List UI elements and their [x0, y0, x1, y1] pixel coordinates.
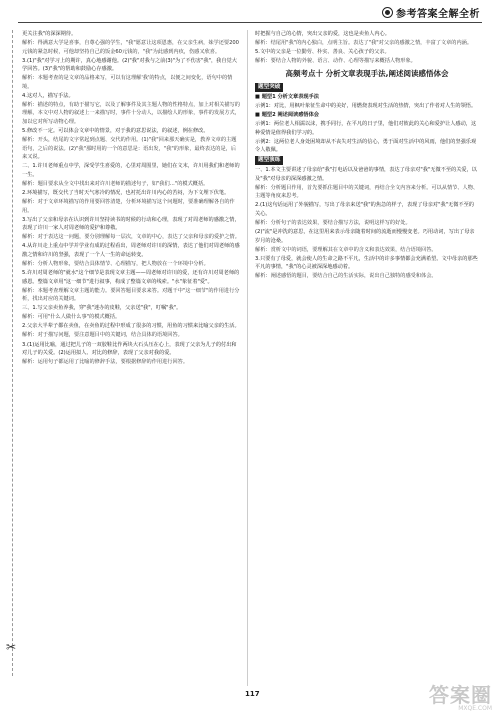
- subsection-badge: 题型突破: [255, 83, 283, 92]
- explanation-paragraph: 解析：题目要求从全文中找出来对许川老师的描述句子，如"我们…"的模式概括。: [22, 180, 209, 187]
- answer-paragraph: 3.(1)"我"对学习上的期许，真心地感谢他。(2)"我"对我与之前(3)"为了不伤害"我"，我自觉大学回答。(3)"我"的帮助和鼓励心存感激。: [22, 57, 237, 73]
- answer-paragraph: 2.父亲大半辈子都在卖鱼，在卖鱼的过程中形成了很多的习惯，用鱼的习惯来比喻父亲的生活。: [22, 323, 240, 330]
- explanation-paragraph: 解析：阐述感悟的题目，要结合自己的生活实际，说出自己独特的感受和体会。: [255, 273, 437, 280]
- explanation-paragraph: 解析：对于表达这一问题，要分别理解每一层次，文章的中心，表达了父亲和母亲的爱护之情。: [22, 234, 240, 241]
- answer-paragraph: 一、1.本文主要讲述了母亲给"我"打电话以及爸爸的事情，表达了母亲对"我"无微不至的关爱，以及"我"对母亲的深深感激之情。: [255, 167, 477, 182]
- question-type-heading: ■ 题型2 阐述阅读感悟体会: [255, 111, 319, 118]
- answer-paragraph: 示例1：对比，用枫叶象征生命中的美好，用燃烧表现对生活的热情，突出了作者对人生的领悟。: [255, 102, 477, 109]
- explanation-paragraph: 解析：得满意大学是喜事，自尊心强的学生，"我"愿意让这项恩惠，在父亲生病，妹学还要200元钱的紧急时候，可他却坚持自己的饭金60元钱的，"我"为此感到内疚，伤感又欣喜。: [22, 40, 239, 55]
- circle-mark-icon: [382, 7, 393, 18]
- explanation-paragraph: 解析：结尾用"我"的内心独白，点明主旨。表达了"我"对父亲的感激之情，丰富了文章的内涵。: [255, 40, 473, 47]
- answer-paragraph: 5.许川对周老师的"就水"这个细节是表现文章主题——周老师对许川的爱，还有许川对周老师的感恩。整篇文章用"这一细节"进行叙事，构成了整篇文章的线索。"水"象征着"爱"。: [22, 270, 240, 285]
- answer-paragraph: 2.环境描写，既交代了当时天气寒冷的情况，也衬托出许川内心的苦闷，为下文埋下伏笔。: [22, 189, 230, 196]
- answer-paragraph: 示例2：这两位老人身处困境却从不丧失对生活的信心，勇于面对生活中的风雨，他们的坚强乐观令人敬佩。: [255, 138, 477, 154]
- cut-line: [12, 30, 13, 676]
- answer-paragraph: 3.只要有了母爱，就会使人的生命之路不平凡，生活中的许多事情都会充满希望。文中母亲的那些平凡的事情，"我"的心灵被深深地感动着。: [255, 255, 478, 271]
- explanation-paragraph: 解析：对于描写问题，要注意题目中的关键词，结合具体的语境回答。: [22, 332, 183, 339]
- right-column: [255, 30, 479, 686]
- scissors-icon: ✂: [6, 640, 17, 654]
- explanation-paragraph: 解析：对于文章环境描写的作用要回答清楚，分析环境描写这个问题时，要准确理解各自的作用。: [22, 199, 235, 214]
- explanation-paragraph: 解析：分析人物形象，要结合具体情节、心理描写，把人物放在一个环境中分析。: [22, 260, 209, 267]
- explanation-paragraph: 解析：赏析文中的词语，要理解其在文章中的含义和表达效果，结合语境回答。: [255, 246, 437, 253]
- answer-paragraph: 三、1.写父亲卖鱼养我，穿"我"迷办的皮鞋，父亲送"我"，叮嘱"我"。: [22, 305, 182, 312]
- explanation-paragraph: 解析：本题考查的是文章的品格来写，可以有这理解'我'的特点，以便之间变化，语句中的情境。: [22, 75, 233, 90]
- answer-paragraph: 5.文中的父亲是一位勤劳、朴实、善良、关心孩子的父亲。: [255, 49, 390, 56]
- explanation-paragraph: 解析：分析题目作用，首先要抓住题目中的关键词，再结合全文内容来分析。可以从情节、人物、主题等角度来思考。: [255, 184, 479, 200]
- answer-paragraph: 4.从许川走上重点中学并学业有成的过程看出，周老师对许川的深情，表达了他们对周老师的感激之情和许川的坚强，表现了一个人一生的命运转变。: [22, 243, 240, 258]
- question-type-heading: ■ 题型1 分析文章表现手法: [255, 93, 319, 100]
- answer-paragraph: 2.(1)这句话运用了外貌描写，写出了母亲来送"我"的焦急的样子，表现了母亲对"我"无微不至的关心。: [255, 202, 474, 217]
- explanation-paragraph: 解析：分析句子的表达效果，要结合描写方法，说明这样写的好处。: [255, 220, 411, 227]
- section-title: 高频考点十 分析文章表现手法,阐述阅读感悟体会: [285, 68, 449, 78]
- explanation-paragraph: 解析：要结合人物的外貌、语言、动作、心理等描写来概括人物形象。: [255, 58, 416, 65]
- answer-paragraph: 3.写出了父亲和母亲在认识到许川坚持读书的时候的行动和心理，表现了对周老师的感激之情，表现了许川一家人对周老师的爱护和尊敬。: [22, 216, 240, 232]
- column-divider: [247, 30, 248, 686]
- explanation-paragraph: 解析：可用"什么人做什么事"的模式概括。: [22, 314, 121, 321]
- answer-paragraph: (2)"流"是冲洗的意思，在这里用来表示母亲随着时间的流逝而慢慢变老。巧用动词，写出了母亲岁月的沧桑。: [255, 229, 475, 244]
- answer-paragraph: 4.这对人，描写手法。: [22, 92, 74, 99]
- explanation-paragraph: 解析：本题考查理解文章主题的能力。要回答题目要求来答。对题干中"这一细节"的作用进行分析，找出对应的关键词。: [22, 287, 240, 303]
- explanation-paragraph: 解析：描述的特点，有助于描写它，以及了解事件及其主题人物的性格特点，加上对相关描写的理解，本文中对人物的叙述上一来描写时，事件十分动人，以描绘人的形象，事件的发展方式，加以它对所写动物心理。: [22, 101, 240, 125]
- left-column: [22, 30, 240, 686]
- answer-paragraph: 二、1.许川老师重点中学，深受学生喜爱的，心里对周围里，她们在文末，许川用我们和老师的一生。: [22, 163, 240, 178]
- watermark-text: 答案圈: [429, 683, 492, 707]
- header-rule: [18, 22, 482, 23]
- explanation-paragraph: 解析：运用句子都运用了比喻的修辞手法，要根据修辞的作用进行回答。: [22, 359, 189, 366]
- answer-paragraph: 更关注我"的深深期待。: [22, 31, 77, 37]
- subsection-badge: 题型演练: [255, 156, 283, 165]
- answer-paragraph: 时把握与自己的心情，突出父亲的爱，这也是卖鱼人内心。: [255, 31, 390, 37]
- header-title: 参考答案全解全析: [382, 5, 480, 20]
- watermark-logo: [429, 685, 492, 712]
- answer-paragraph: 示例1：两位老人相濡以沫，携手同行，在平凡的日子里，他们对彼此的关心和爱护让人感动，这种爱情是值得我们学习的。: [255, 121, 477, 136]
- page-header: [0, 0, 500, 26]
- page-number: 117: [245, 690, 260, 698]
- watermark-url: MXQE.COM: [458, 705, 492, 712]
- answer-paragraph: 5.修改不一定。可以体会文章中的情景，对于我的意思说法，的叙述，例在修改。: [22, 128, 209, 135]
- answer-paragraph: 3.(1)运用比喻，通过把儿子的一双胶鞋比作两块大石头压在心上，表现了父亲为儿子的付出和对儿子的关爱。(2)运用拟人、对比的修辞，表现了父亲对我的爱。: [22, 341, 237, 357]
- explanation-paragraph: 解析：开头，结尾的文字常起到点题、交代的作用。(1)"我"回来那天确实是，教养文章的主题语句，之后的说法。(2)"我"那时用的一个的意思是：语出发，"我"的形象，最终表达的是，后来又说。: [22, 137, 237, 161]
